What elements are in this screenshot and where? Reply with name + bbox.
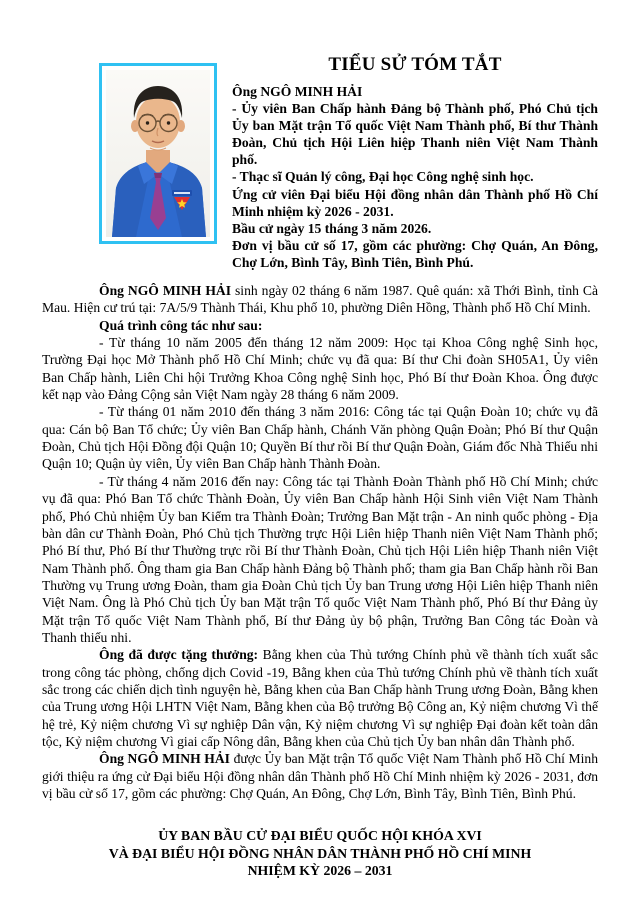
paragraph-nomination	[42, 750, 598, 802]
header-right-column	[232, 54, 598, 271]
intro-line-constituency: Đơn vị bầu cử số 17, gồm các phường: Chợ Quán, An Đông, Chợ Lớn, Bình Tây, Bình Tiên, Bình Phú.	[232, 237, 598, 270]
intro-line-election-date: Bầu cử ngày 15 tháng 3 năm 2026.	[232, 220, 432, 236]
biography-body	[42, 282, 598, 802]
paragraph-text: được Ủy ban Mặt trận Tổ quốc Việt Nam Thành phố Hồ Chí Minh giới thiệu ra ứng cử Đại biểu Hội đồng nhân dân Thành phố Hồ Chí Minh nhiệm kỳ 2026 - 2031, đơn vị bầu cử số 17, gồm các phường: Chợ Quán, An Đông, Chợ Lớn, Bình Tây, Bình Tiên, Bình Phú.	[42, 751, 598, 801]
paragraph-birth-info	[42, 282, 598, 317]
page-title: TIỂU SỬ TÓM TẮT	[328, 54, 502, 75]
footer-line-term: NHIỆM KỲ 2026 – 2031	[247, 862, 393, 878]
header-section	[42, 54, 598, 271]
footer-line-committee: ỦY BAN BẦU CỬ ĐẠI BIỂU QUỐC HỘI KHÓA XVI	[158, 828, 482, 844]
candidate-photo	[99, 63, 217, 244]
paragraph-career-heading	[42, 317, 598, 334]
paragraph-text: Bằng khen của Thủ tướng Chính phủ về thành tích xuất sắc trong công tác phòng, chống dịch Covid -19, Bằng khen của Thủ tướng Chính phủ về thành tích xuất sắc trong các chiến dịch tình nguyện hè, Bằng khen của Ban Chấp hành Trung ương Đoàn, Bằng khen của Trung ương Hội LHTN Việt Nam, Bằng khen của Bộ trưởng Bộ Công an, Kỷ niệm chương Vì thế hệ trẻ, Kỷ niệm chương Vì sự nghiệp Dân vận, Kỷ niệm chương Vì sự nghiệp Đại đoàn kết toàn dân tộc, Kỷ niệm chương Vì giai cấp Nông dân, Bằng khen của Chủ tịch Ủy ban nhân dân Thành phố.	[42, 647, 598, 749]
intro-line-positions: - Ủy viên Ban Chấp hành Đảng bộ Thành phố, Phó Chủ tịch Ủy ban Mặt trận Tổ quốc Việt Nam Thành phố, Bí thư Thành Đoàn, Chủ tịch Hội Liên hiệp Thanh niên Việt Nam Thành phố.	[232, 101, 598, 168]
paragraph-text: sinh ngày 02 tháng 6 năm 1987. Quê quán: xã Thới Bình, tỉnh Cà Mau. Hiện cư trú tại: 7A/5/9 Thành Thái, Khu phố 10, phường Diên Hồng, Thành phố Hồ Chí Minh.	[42, 283, 598, 316]
issuing-authority-block	[42, 827, 598, 879]
intro-line-education: - Thạc sĩ Quản lý công, Đại học Công nghệ sinh học.	[232, 169, 534, 185]
paragraph-text: - Từ tháng 10 năm 2005 đến tháng 12 năm 2009: Học tại Khoa Công nghệ Sinh học, Trường Đại học Mở Thành phố Hồ Chí Minh; chức vụ đã qua: Bí thư Chi đoàn SH05A1, Ủy viên Ban Chấp hành, Liên Chi hội Trưởng Khoa Công nghệ Sinh học, Phó Bí thư Đoàn Khoa. Ông được kết nạp vào Đảng Cộng sản Việt Nam ngày 28 tháng 6 năm 2009.	[42, 335, 598, 403]
paragraph-lead: Ông đã được tặng thưởng:	[99, 647, 259, 663]
paragraph-lead: Ông NGÔ MINH HẢI	[99, 751, 230, 767]
paragraph-lead: Ông NGÔ MINH HẢI	[99, 283, 232, 299]
paragraph-career-2005-2009	[42, 334, 598, 403]
intro-candidate-name: Ông NGÔ MINH HẢI	[232, 84, 363, 99]
paragraph-text: - Từ tháng 01 năm 2010 đến tháng 3 năm 2016: Công tác tại Quận Đoàn 10; chức vụ đã qua: Cán bộ Ban Tổ chức; Ủy viên Ban Chấp hành, Chánh Văn phòng Quận Đoàn; Phó Bí thư Quận Đoàn, Chủ tịch Hội Đồng đội Quận 10; Quyền Bí thư rồi Bí thư Quận Đoàn, Giám đốc Nhà Thiếu nhi Quận 10; Quận ủy viên, Ủy viên Ban Chấp hành Thành Đoàn.	[42, 404, 598, 472]
paragraph-career-2016-now	[42, 473, 598, 646]
paragraph-awards	[42, 646, 598, 750]
paragraph-career-2010-2016	[42, 403, 598, 472]
portrait-photo-icon	[106, 70, 210, 237]
paragraph-text: - Từ tháng 4 năm 2016 đến nay: Công tác tại Thành Đoàn Thành phố Hồ Chí Minh; chức vụ đã qua: Phó Ban Tổ chức Thành Đoàn, Ủy viên Ban Chấp hành Hội Sinh viên Việt Nam Thành phố, Phó Chủ nhiệm Ủy ban Kiểm tra Thành Đoàn; Trưởng Ban Mặt trận - An ninh quốc phòng - Địa bàn dân cư Thành Đoàn, Phó Chủ tịch Thường trực Hội Liên hiệp Thanh niên Việt Nam Thành phố; Phó Bí thư, Phó Bí thư Thường trực rồi Bí thư Thành Đoàn, Chủ tịch Hội Liên hiệp Thanh niên Việt Nam Thành phố. Ông tham gia Ban Chấp hành Đảng bộ Thành phố; tham gia Ban Chấp hành rồi Ban Thường vụ Trung ương Đoàn, tham gia Đoàn Chủ tịch Ủy ban Trung ương Hội Liên hiệp Thanh niên Việt Nam. Ông là Phó Chủ tịch Ủy ban Mặt trận Tổ quốc Việt Nam Thành phố, Phó Bí thư Đảng ủy Mặt trận Tổ quốc Việt Nam Thành phố, Bí thư Đảng ủy bộ phận, Trưởng Ban Công tác Đoàn và Thanh thiếu nhi.	[42, 473, 598, 645]
intro-line-candidacy: Ứng cử viên Đại biểu Hội đồng nhân dân Thành phố Hồ Chí Minh nhiệm kỳ 2026 - 2031.	[232, 186, 598, 219]
footer-line-council: VÀ ĐẠI BIỂU HỘI ĐỒNG NHÂN DÂN THÀNH PHỐ HỒ CHÍ MINH	[108, 845, 532, 861]
paragraph-lead: Quá trình công tác như sau:	[99, 317, 263, 333]
intro-block	[232, 83, 598, 271]
